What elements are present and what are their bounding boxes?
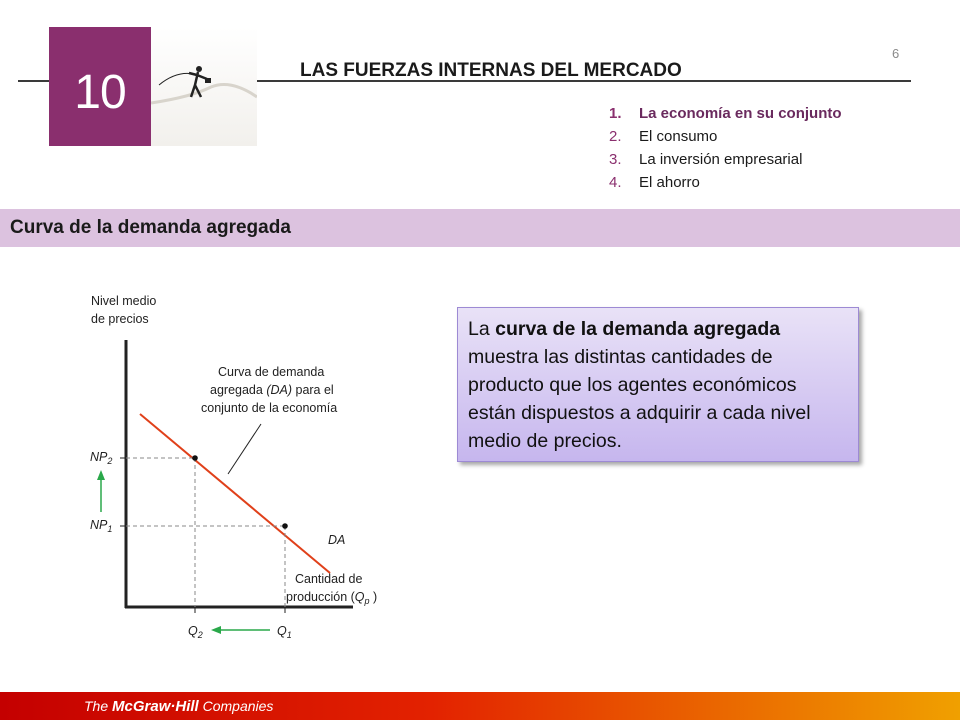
toc-item-1[interactable]	[609, 102, 842, 125]
aggregate-demand-figure	[80, 290, 410, 645]
publisher-the: The	[84, 698, 113, 714]
table-of-contents	[609, 102, 842, 194]
da-label: DA	[328, 533, 346, 547]
toc-number: 1.	[609, 105, 622, 122]
curve-label-line1: Curva de demanda	[218, 365, 325, 379]
toc-number: 3.	[609, 151, 622, 168]
point-np2-q2	[192, 455, 198, 461]
curve-label-line2: agregada (DA) para el	[210, 383, 334, 397]
toc-item-4[interactable]	[609, 171, 842, 194]
toc-label: El consumo	[639, 128, 718, 145]
x-axis-label-line1: Cantidad de	[295, 572, 363, 586]
footer-bar	[0, 692, 960, 720]
tightrope-walker-image	[151, 27, 257, 146]
x-axis-label-line2: producción ($Q_p$ )	[286, 590, 378, 606]
publisher-brand: McGraw·Hill	[112, 698, 199, 715]
toc-number: 4.	[609, 174, 622, 191]
toc-item-2[interactable]	[609, 125, 842, 148]
section-title: Curva de la demanda agregada	[10, 217, 291, 238]
chapter-badge	[49, 27, 151, 146]
q2-label: $Q_2$	[188, 624, 203, 640]
toc-item-3[interactable]	[609, 148, 842, 171]
curve-label-leader	[228, 424, 261, 474]
y-axis-label-line1: Nivel medio	[91, 294, 157, 308]
definition-text-post: muestra las distintas cantidades de producto que los agentes económicos están dispuestos a adquirir a cada nivel medio de precios.	[468, 346, 811, 452]
toc-label: La inversión empresarial	[639, 151, 803, 168]
chapter-number: 10	[74, 66, 126, 119]
point-np1-q1	[282, 523, 288, 529]
toc-label: El ahorro	[639, 174, 700, 191]
curve-label-line3: conjunto de la economía	[201, 401, 338, 415]
publisher-logo	[84, 698, 273, 715]
page-number: 6	[892, 46, 900, 61]
np2-label: $NP_2$	[90, 450, 113, 466]
demand-curve	[140, 414, 330, 573]
q1-label: $Q_1$	[277, 624, 292, 640]
np1-label: $NP_1$	[90, 518, 113, 534]
quantity-decrease-arrowhead	[211, 626, 221, 634]
definition-term: curva de la demanda agregada	[495, 318, 781, 340]
y-axis-label-line2: de precios	[91, 312, 149, 326]
slide-title: LAS FUERZAS INTERNAS DEL MERCADO	[300, 60, 682, 81]
toc-label: La economía en su conjunto	[639, 105, 842, 122]
publisher-companies: Companies	[198, 698, 274, 714]
section-header-bar	[0, 209, 960, 247]
tightrope-walker-icon	[151, 27, 257, 146]
price-increase-arrowhead	[97, 470, 105, 480]
definition-text-pre: La	[468, 318, 496, 340]
definition-box	[457, 307, 859, 462]
toc-number: 2.	[609, 128, 622, 145]
